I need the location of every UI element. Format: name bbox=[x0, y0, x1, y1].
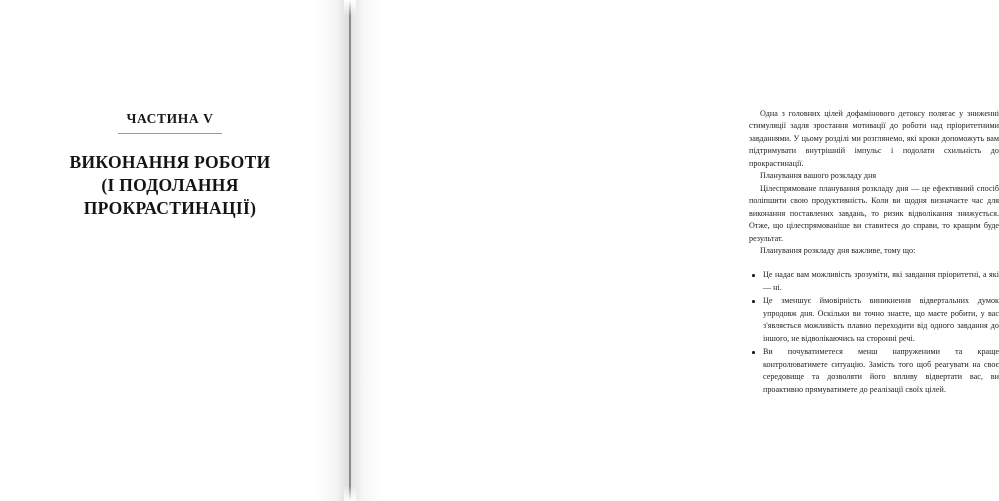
list-item-text: Ви почуватиметеся менш напруженими та краще контролюватимете ситуацію. Замість того щоб реагувати на своє середовище та дозволяти його впливу відвертати вас, ви проактивно прямуватимете до реалізації своїх цілей. bbox=[763, 347, 999, 394]
list-item-text: Це надає вам можливість зрозуміти, які завдання пріоритетні, а які — ні. bbox=[763, 270, 999, 292]
right-page bbox=[350, 0, 999, 501]
section-subheading: Планування вашого розкладу дня bbox=[760, 171, 877, 181]
list-item bbox=[749, 346, 999, 396]
book-spine-line bbox=[349, 0, 351, 501]
bullet-dot-icon bbox=[752, 300, 755, 303]
body-paragraph-2: Планування розкладу дня важливе, тому що: bbox=[760, 245, 916, 255]
list-item-text: Це зменшує ймовірність виникнення відвертальних думок упродовж дня. Оскільки ви точно знаєте, що маєте робити, у вас з'являється можливість плавно переходити від одного завдання до іншого, не відволікаючись на сторонні речі. bbox=[763, 296, 999, 343]
part-label: ЧАСТИНА V bbox=[126, 111, 214, 126]
left-page bbox=[0, 0, 350, 501]
left-page-gutter-shading bbox=[316, 0, 350, 501]
list-item bbox=[749, 269, 999, 294]
body-paragraph-1: Цілеспрямоване планування розкладу дня — це ефективний спосіб поліпшити свою продуктивність. Коли ви щодня визначаєте час для виконання поставлених завдань, то ризик відволікання знижується. Отже, що цілеспрямованіше ви ставитеся до справи, то кращим буде результат. bbox=[749, 183, 999, 243]
body-text-column bbox=[749, 108, 999, 397]
part-divider-rule bbox=[118, 133, 222, 134]
page-title-line-3: ПРОКРАСТИНАЦІЇ) bbox=[83, 198, 257, 219]
bullet-dot-icon bbox=[752, 351, 755, 354]
page-title-line-2: (І ПОДОЛАННЯ bbox=[101, 175, 239, 196]
right-page-gutter-shading bbox=[350, 0, 382, 501]
page-title bbox=[52, 151, 288, 221]
intro-paragraph: Одна з головних цілей дофамінового детоксу полягає у зниженні стимуляції задля зростання мотивації до роботи над пріоритетними завданнями. У цьому розділі ми розглянемо, які кроки допоможуть вам підтримувати внутрішній імпульс і подолати схильність до прокрастинації. bbox=[749, 109, 999, 168]
page-title-line-1: ВИКОНАННЯ РОБОТИ bbox=[69, 151, 271, 172]
spine-bottom-fade bbox=[344, 486, 356, 501]
spine-top-fade bbox=[344, 0, 356, 16]
bullet-dot-icon bbox=[752, 274, 755, 277]
benefits-bullet-list bbox=[749, 269, 999, 396]
part-title-block bbox=[52, 112, 288, 221]
list-item bbox=[749, 295, 999, 345]
